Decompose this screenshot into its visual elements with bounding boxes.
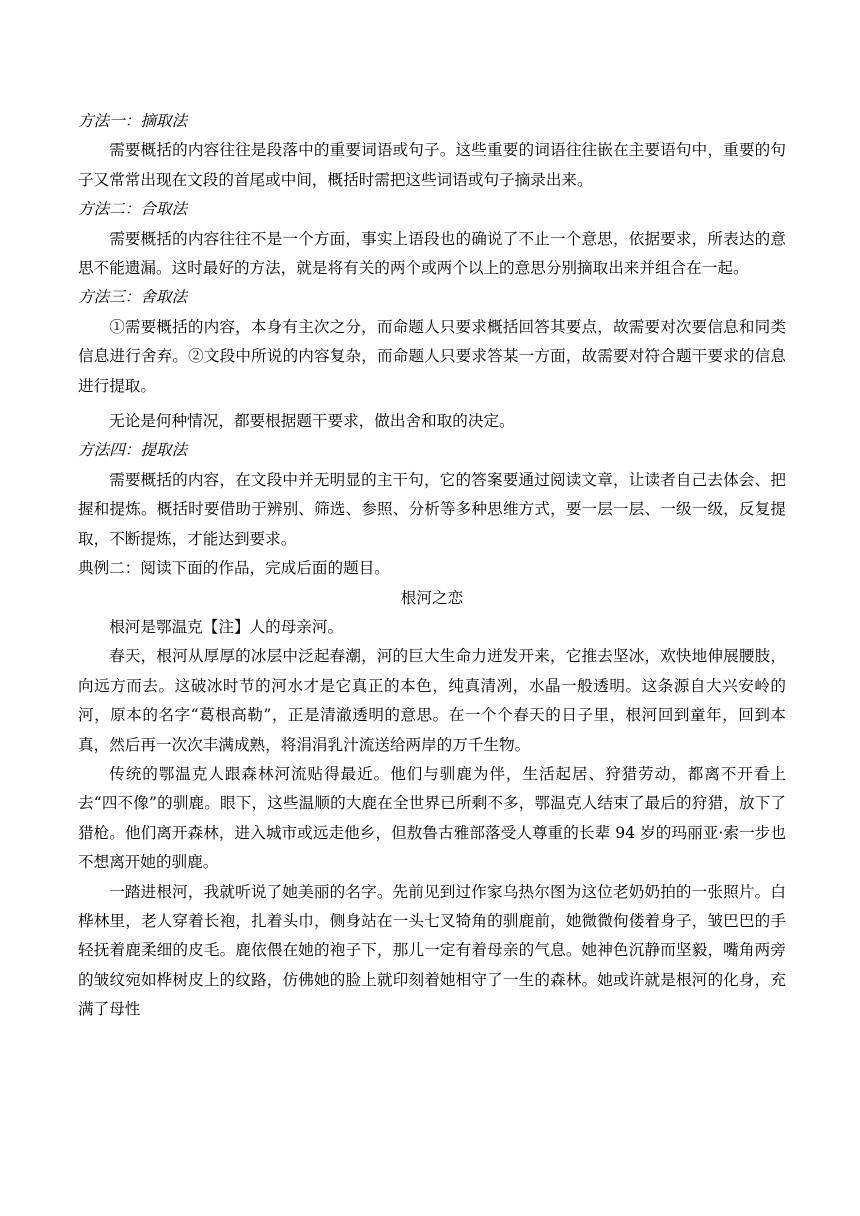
article-paragraph: 根河是鄂温克【注】人的母亲河。 (109, 617, 344, 636)
method-2-heading: 方法二：合取法 (78, 200, 188, 219)
method-3-note: 无论是何种情况，都要根据题干要求，做出舍和取的决定。 (109, 412, 515, 431)
method-1-heading: 方法一：摘取法 (78, 112, 188, 130)
method-2-paragraph: 需要概括的内容往往不是一个方面，事实上语段也的确说了不止一个意思，依据要求，所表达的意思不能遗漏。这时最好的方法，就是将有关的两个或两个以上的意思分别摘取出来并组合在一起。 (78, 229, 786, 278)
example-intro: 典例二：阅读下面的作品，完成后面的题目。 (78, 559, 390, 578)
method-1-paragraph: 需要概括的内容往往是段落中的重要词语或句子。这些重要的词语往往嵌在主要语句中，重要的句子又常常出现在文段的首尾或中间，概括时需把这些词语或句子摘录出来。 (78, 141, 786, 189)
method-3-paragraph: ①需要概括的内容，本身有主次之分，而命题人只要求概括回答其要点，故需要对次要信息和同类信息进行舍弃。②文段中所说的内容复杂，而命题人只要求答某一方面，故需要对符合题干要求的信息进行提取。 (78, 317, 786, 395)
article-paragraph: 传统的鄂温克人跟森林河流贴得最近。他们与驯鹿为伴，生活起居、狩猎劳动，都离不开看上去“四不像”的驯鹿。眼下，这些温顺的大鹿在全世界已所剩不多，鄂温克人结束了最后的狩猎，放下了猎枪。他们离开森林，进入城市或远走他乡，但敖鲁古雅部落受人尊重的长辈 94 岁的玛丽亚·索一步也不想离开她的驯鹿。 (78, 764, 786, 872)
article-paragraph: 一踏进根河，我就听说了她美丽的名字。先前见到过作家乌热尔图为这位老奶奶拍的一张照片。白桦林里，老人穿着长袍，扎着头巾，侧身站在一头七叉犄角的驯鹿前，她微微佝偻着身子，皱巴巴的手轻抚着鹿柔细的皮毛。鹿依偎在她的袍子下，那儿一定有着母亲的气息。她神色沉静而坚毅，嘴角两旁的皱纹宛如桦树皮上的纹路，仿佛她的脸上就印刻着她相守了一生的森林。她或许就是根河的化身，充满了母性 (78, 882, 786, 1019)
article-paragraph: 春天，根河从厚厚的冰层中泛起春潮，河的巨大生命力迸发开来，它推去坚冰，欢快地伸展腰肢，向远方而去。这破冰时节的河水才是它真正的本色，纯真清冽，水晶一般透明。这条源自大兴安岭的河，原本的名字“葛根高勒”，正是清澈透明的意思。在一个个春天的日子里，根河回到童年，回到本真，然后再一次次丰满成熟，将涓涓乳汁流送给两岸的万千生物。 (78, 647, 786, 754)
method-4-heading: 方法四：提取法 (78, 441, 188, 460)
document-page (78, 107, 786, 1025)
method-3-heading: 方法三：舍取法 (78, 288, 188, 307)
article-title: 根河之恋 (400, 588, 464, 607)
method-4-paragraph: 需要概括的内容，在文段中并无明显的主干句，它的答案要通过阅读文章，让读者自己去体会、把握和提炼。概括时要借助于辨别、筛选、参照、分析等多种思维方式，要一层一层、一级一级，反复提取，不断提炼，才能达到要求。 (78, 470, 786, 548)
